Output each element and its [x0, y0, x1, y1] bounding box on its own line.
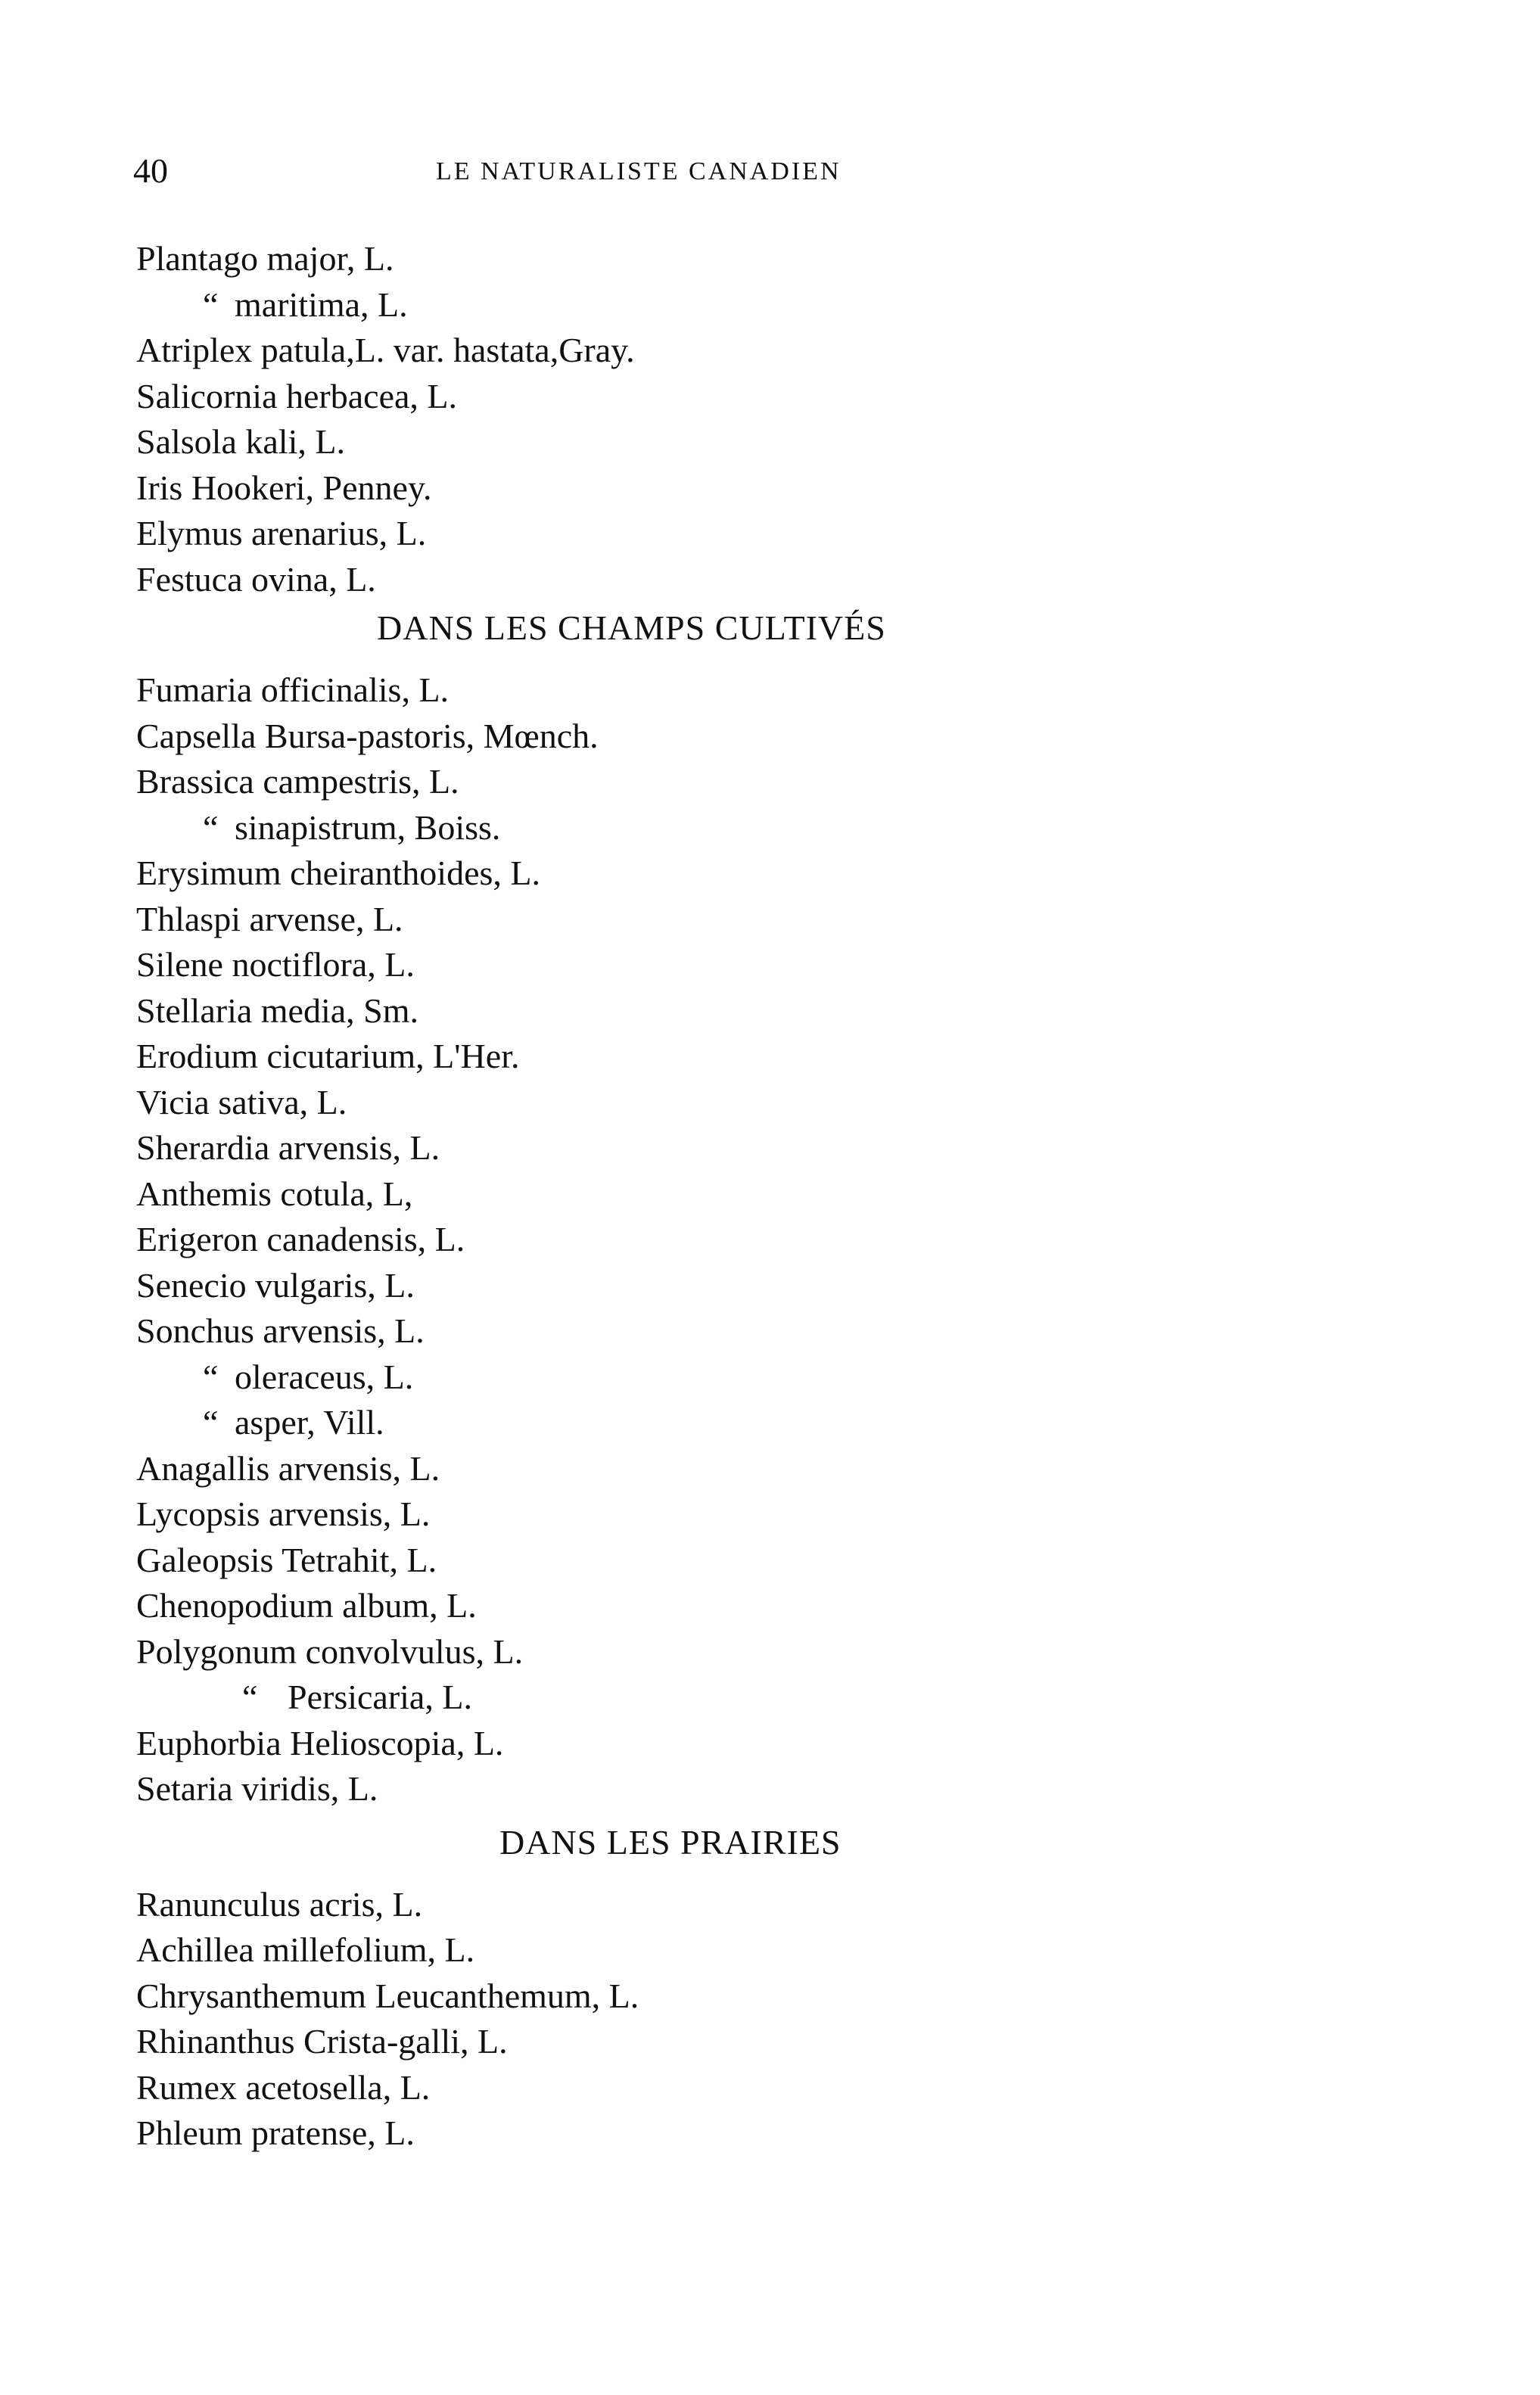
species-entry	[136, 557, 1044, 603]
species-name: Ranunculus acris, L.	[136, 1884, 423, 1924]
species-entry	[136, 1491, 1044, 1538]
ditto-mark: “	[203, 1403, 219, 1442]
species-name: Vicia sativa, L.	[136, 1082, 347, 1121]
species-entry	[136, 1927, 1044, 1974]
species-name: Rumex acetosella, L.	[136, 2067, 431, 2107]
species-name: Iris Hookeri, Penney.	[136, 468, 432, 507]
species-entry	[136, 511, 1044, 557]
species-entry	[136, 1400, 1044, 1446]
species-entry	[136, 1882, 1044, 1928]
section-heading: DANS LES PRAIRIES	[499, 1822, 842, 1862]
species-name: Achillea millefolium, L.	[136, 1930, 475, 1969]
species-name: Fumaria officinalis, L.	[136, 670, 450, 709]
species-entry	[136, 465, 1044, 512]
species-name: Atriplex patula,L. var. hastata,Gray.	[136, 331, 635, 369]
species-name: Anagallis arvensis, L.	[136, 1448, 440, 1488]
species-entry	[136, 2019, 1044, 2065]
species-name: Capsella Bursa-pastoris, Mœnch.	[136, 716, 599, 755]
species-name: Thlaspi arvense, L.	[136, 899, 403, 938]
ditto-mark: “	[203, 1357, 219, 1396]
species-name: Festuca ovina, L.	[136, 559, 376, 599]
species-entry	[136, 282, 1044, 328]
species-name: Phleum pratense, L.	[136, 2114, 415, 2152]
species-entry	[136, 1974, 1044, 2020]
species-name: Sherardia arvensis, L.	[136, 1128, 440, 1167]
ditto-mark: “	[203, 285, 219, 324]
species-entry	[136, 1034, 1044, 1080]
ditto-mark: “	[242, 1678, 258, 1716]
species-name: maritima, L.	[235, 285, 408, 324]
species-name: asper, Vill.	[235, 1403, 384, 1442]
species-entry	[136, 1629, 1044, 1675]
species-entry	[136, 1766, 1044, 1812]
species-entry	[136, 1263, 1044, 1309]
species-name: Salicornia herbacea, L.	[136, 376, 457, 415]
species-entry	[136, 419, 1044, 465]
species-entry	[136, 1308, 1044, 1355]
species-entry	[136, 667, 1044, 714]
species-entry	[136, 1125, 1044, 1171]
species-name: Salsola kali, L.	[136, 422, 345, 461]
species-name: Setaria viridis, L.	[136, 1769, 378, 1808]
species-name: Polygonum convolvulus, L.	[136, 1631, 524, 1671]
species-entry	[136, 988, 1044, 1034]
species-name: Erysimum cheiranthoides, L.	[136, 854, 540, 892]
species-entry	[136, 1171, 1044, 1218]
species-entry	[136, 897, 1044, 943]
page-number: 40	[133, 151, 168, 190]
species-name: Chrysanthemum Leucanthemum, L.	[136, 1976, 639, 2015]
ditto-mark: “	[203, 807, 219, 847]
species-entry	[136, 1583, 1044, 1629]
species-name: Rhinanthus Crista-galli, L.	[136, 2022, 508, 2061]
species-name: Galeopsis Tetrahit, L.	[136, 1540, 437, 1579]
page-header	[133, 148, 996, 194]
species-entry	[136, 805, 1044, 851]
species-name: Elymus arenarius, L.	[136, 514, 427, 552]
species-entry	[136, 759, 1044, 805]
species-entry	[136, 1675, 1044, 1721]
species-entry	[136, 374, 1044, 420]
species-name: Erodium cicutarium, L'Her.	[136, 1037, 520, 1075]
species-entry	[136, 2110, 1044, 2157]
species-name: Anthemis cotula, L,	[136, 1174, 413, 1213]
species-entry	[136, 942, 1044, 988]
species-name: Stellaria media, Sm.	[136, 991, 419, 1030]
species-entry	[136, 236, 1044, 282]
species-name: Chenopodium album, L.	[136, 1586, 477, 1625]
species-entry	[136, 851, 1044, 897]
species-name: oleraceus, L.	[235, 1357, 414, 1396]
species-entry	[136, 1080, 1044, 1126]
species-entry	[136, 1355, 1044, 1401]
species-entry	[136, 1217, 1044, 1263]
species-name: Lycopsis arvensis, L.	[136, 1495, 431, 1533]
running-title: LE NATURALISTE CANADIEN	[436, 157, 842, 185]
species-name: Erigeron canadensis, L.	[136, 1220, 465, 1258]
species-entry	[136, 2065, 1044, 2111]
species-name: Persicaria, L.	[288, 1678, 472, 1716]
species-name: Silene noctiflora, L.	[136, 945, 415, 984]
species-name: Brassica campestris, L.	[136, 762, 459, 801]
species-name: Euphorbia Helioscopia, L.	[136, 1723, 504, 1762]
species-entry	[136, 1538, 1044, 1584]
species-entry	[136, 328, 1044, 374]
species-list	[136, 236, 1044, 2157]
species-entry	[136, 1721, 1044, 1767]
species-name: sinapistrum, Boiss.	[235, 807, 501, 847]
section-heading: DANS LES CHAMPS CULTIVÉS	[377, 608, 886, 647]
species-name: Sonchus arvensis, L.	[136, 1311, 425, 1350]
species-name: Plantago major, L.	[136, 239, 394, 278]
species-name: Senecio vulgaris, L.	[136, 1265, 415, 1305]
species-entry	[136, 714, 1044, 760]
species-entry	[136, 1446, 1044, 1492]
